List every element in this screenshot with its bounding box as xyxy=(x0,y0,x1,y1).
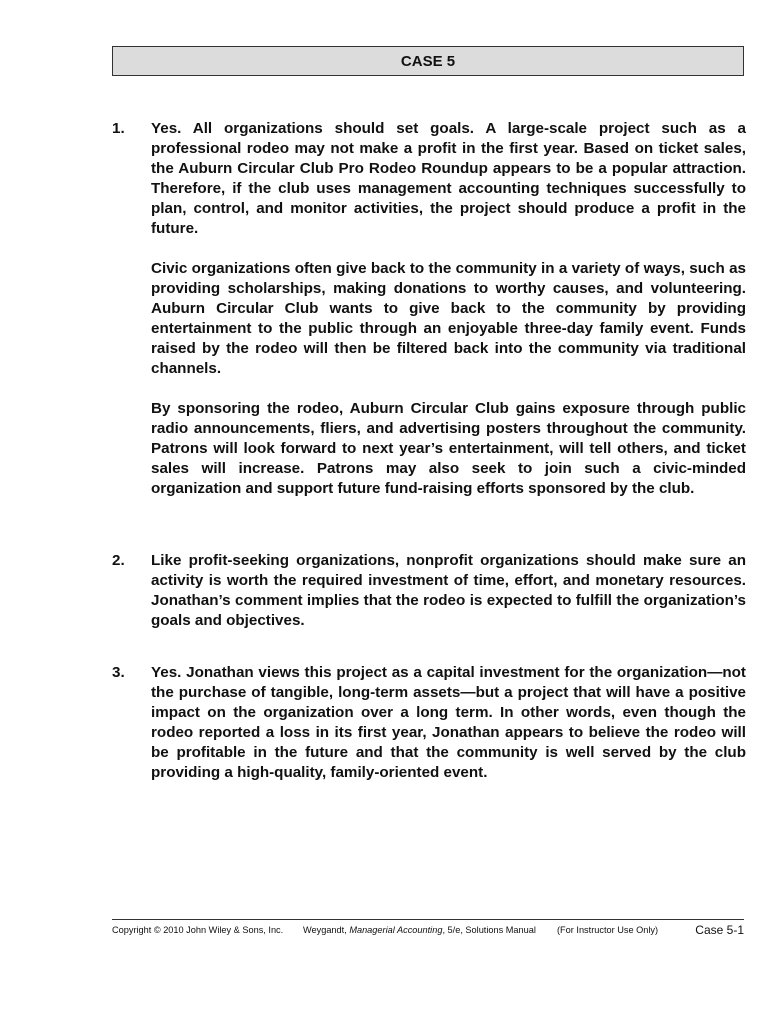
answer-number: 3. xyxy=(112,664,125,681)
answer-paragraph: Yes. Jonathan views this project as a capital investment for the organization—not the purchase of tangible, long-term assets—but a project that will have a positive impact on the organization over a long term. In other words, even though the rodeo reported a loss in its first year, Jonathan appears to believe the rodeo will be profitable in the future and that the community is well served by the club providing a high-quality, family-oriented event. xyxy=(151,664,746,781)
footer-book-title: Managerial Accounting xyxy=(349,925,443,935)
footer-divider xyxy=(112,919,744,920)
answer-paragraph: Yes. All organizations should set goals. A large-scale project such as a professional rodeo may not make a profit in the first year. Based on ticket sales, the Auburn Circular Club Pro Rodeo Roundup appears to be a popular attraction. Therefore, if the club uses management accounting techniques successfully to plan, control, and monitor activities, the project should produce a profit in the future. xyxy=(151,120,746,237)
footer-copyright: Copyright © 2010 John Wiley & Sons, Inc. xyxy=(112,925,284,935)
footer-author: Weygandt, xyxy=(303,925,350,935)
answer-body xyxy=(151,663,746,783)
answer-body xyxy=(151,551,746,631)
footer-book-citation xyxy=(303,922,536,938)
page-number: Case 5-1 xyxy=(695,923,744,937)
answer-paragraph: By sponsoring the rodeo, Auburn Circular Club gains exposure through public radio announcements, fliers, and advertising posters throughout the community. Patrons will look forward to next year’s entertainment, will tell others, and ticket sales will increase. Patrons may also seek to join such a civic-minded organization and support future fund-raising efforts sponsored by the club. xyxy=(151,400,746,497)
answer-body xyxy=(151,119,746,499)
answer-paragraph: Civic organizations often give back to the community in a variety of ways, such as providing scholarships, making donations to worthy causes, and volunteering. Auburn Circular Club wants to give back to the community by providing entertainment to the public through an enjoyable three-day family event. Funds raised by the rodeo will then be filtered back into the community via traditional channels. xyxy=(151,260,746,377)
case-title-box xyxy=(112,46,744,76)
footer-usage-note: (For Instructor Use Only) xyxy=(557,925,659,935)
footer-edition: , 5/e, Solutions Manual xyxy=(442,925,536,935)
page-footer xyxy=(112,922,744,938)
answer-item xyxy=(112,551,746,631)
answer-item xyxy=(112,663,746,783)
answer-number: 1. xyxy=(112,120,125,137)
answer-paragraph: Like profit-seeking organizations, nonprofit organizations should make sure an activity is worth the required investment of time, effort, and monetary resources. Jonathan’s comment implies that the rodeo is expected to fulfill the organization’s goals and objectives. xyxy=(151,552,746,629)
answer-number: 2. xyxy=(112,552,125,569)
case-title: CASE 5 xyxy=(400,52,456,70)
answer-item xyxy=(112,119,746,499)
